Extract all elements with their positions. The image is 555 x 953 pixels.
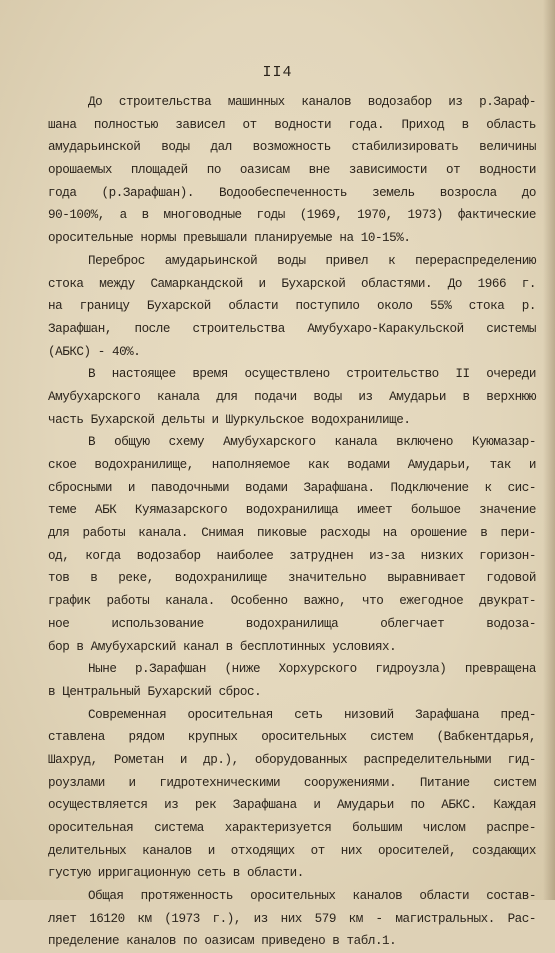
text-line: оросительные нормы превышали планируемые на 10-15%. [48, 231, 411, 246]
text-line: Переброс амударьинской воды привел к перераспределению [88, 253, 536, 268]
text-line: густую ирригационную сеть в области. [48, 866, 304, 881]
text-line: пределение каналов по оазисам приведено в табл.1. [48, 934, 397, 949]
page-number: II4 [262, 64, 293, 81]
text-line: теме АБК Куямазарского водохранилища имеет большое значение [48, 503, 536, 518]
text-line: оросительная система характеризуется большим числом распре- [48, 821, 536, 835]
text-line: 90-100%, а в многоводные годы (1969, 1970, 1973) фактические [48, 208, 536, 223]
text-line: в Центральный Бухарский сброс. [48, 684, 262, 699]
text-line: В общую схему Амубухарского канала включено Куюмазар- [88, 435, 536, 450]
text-line: ное использование водохранилища облегчает водоза- [48, 616, 536, 631]
text-line: Зарафшан, после строительства Амубухаро-Каракульской системы [48, 321, 536, 336]
text-line: тов в реке, водохранилище значительно выравнивает годовой [48, 571, 536, 586]
text-line: Современная оросительная сеть низовий Зарафшана пред- [88, 707, 536, 722]
text-line: До строительства машинных каналов водозабор из р.Зараф- [88, 95, 536, 109]
text-line: график работы канала. Особенно важно, что ежегодное двукрат- [48, 594, 536, 609]
text-line: Амубухарского канала для подачи воды из Амударьи в верхнюю [48, 389, 536, 404]
page-edge-shadow [543, 0, 555, 900]
text-line: стока между Самаркандской и Бухарской областями. До 1966 г. [48, 276, 536, 291]
text-line: В настоящее время осуществлено строительство II очереди [88, 367, 536, 382]
text-line: роузлами и гидротехническими сооружениями. Питание систем [48, 775, 536, 790]
text-line: шана полностью зависел от водности года. Приход в область [48, 117, 536, 132]
text-line: бор в Амубухарский канал в бесплотинных условиях. [48, 639, 397, 654]
text-line: ское водохранилище, наполняемое как водами Амударьи, так и [48, 458, 536, 472]
text-line: года (р.Зарафшан). Водообеспеченность земель возросла до [48, 185, 536, 200]
body-text [48, 91, 536, 953]
text-line: делительных каналов и отходящих от них оросителей, создающих [48, 843, 536, 858]
text-line: Шахруд, Рометан и др.), оборудованных распределительными гид- [48, 752, 536, 767]
text-line: ставлена рядом крупных оросительных систем (Вабкентдарья, [48, 730, 536, 745]
text-line: од, когда водозабор наиболее затруднен из-за низких горизон- [48, 548, 536, 563]
text-line: для работы канала. Снимая пиковые расходы на орошение в пери- [48, 526, 536, 541]
text-line: Общая протяженность оросительных каналов области состав- [88, 889, 536, 904]
text-line: сбросными и паводочными водами Зарафшана. Подключение к сис- [48, 480, 536, 495]
text-line: ляет 16120 км (1973 г.), из них 579 км - магистральных. Рас- [48, 911, 536, 926]
text-line: Ныне р.Зарафшан (ниже Хорхурского гидроузла) превращена [88, 662, 536, 677]
text-line: осуществляется из рек Зарафшана и Амударьи по АБКС. Каждая [48, 798, 536, 813]
text-line: орошаемых площадей по оазисам вне зависимости от водности [48, 163, 536, 178]
text-line: амударьинской воды дал возможность стабилизировать величины [48, 140, 536, 155]
text-line: (АБКС) - 40%. [48, 344, 141, 359]
text-line: на границу Бухарской области поступило около 55% стока р. [48, 299, 536, 314]
text-line: часть Бухарской дельты и Шуркульское водохранилище. [48, 412, 411, 427]
